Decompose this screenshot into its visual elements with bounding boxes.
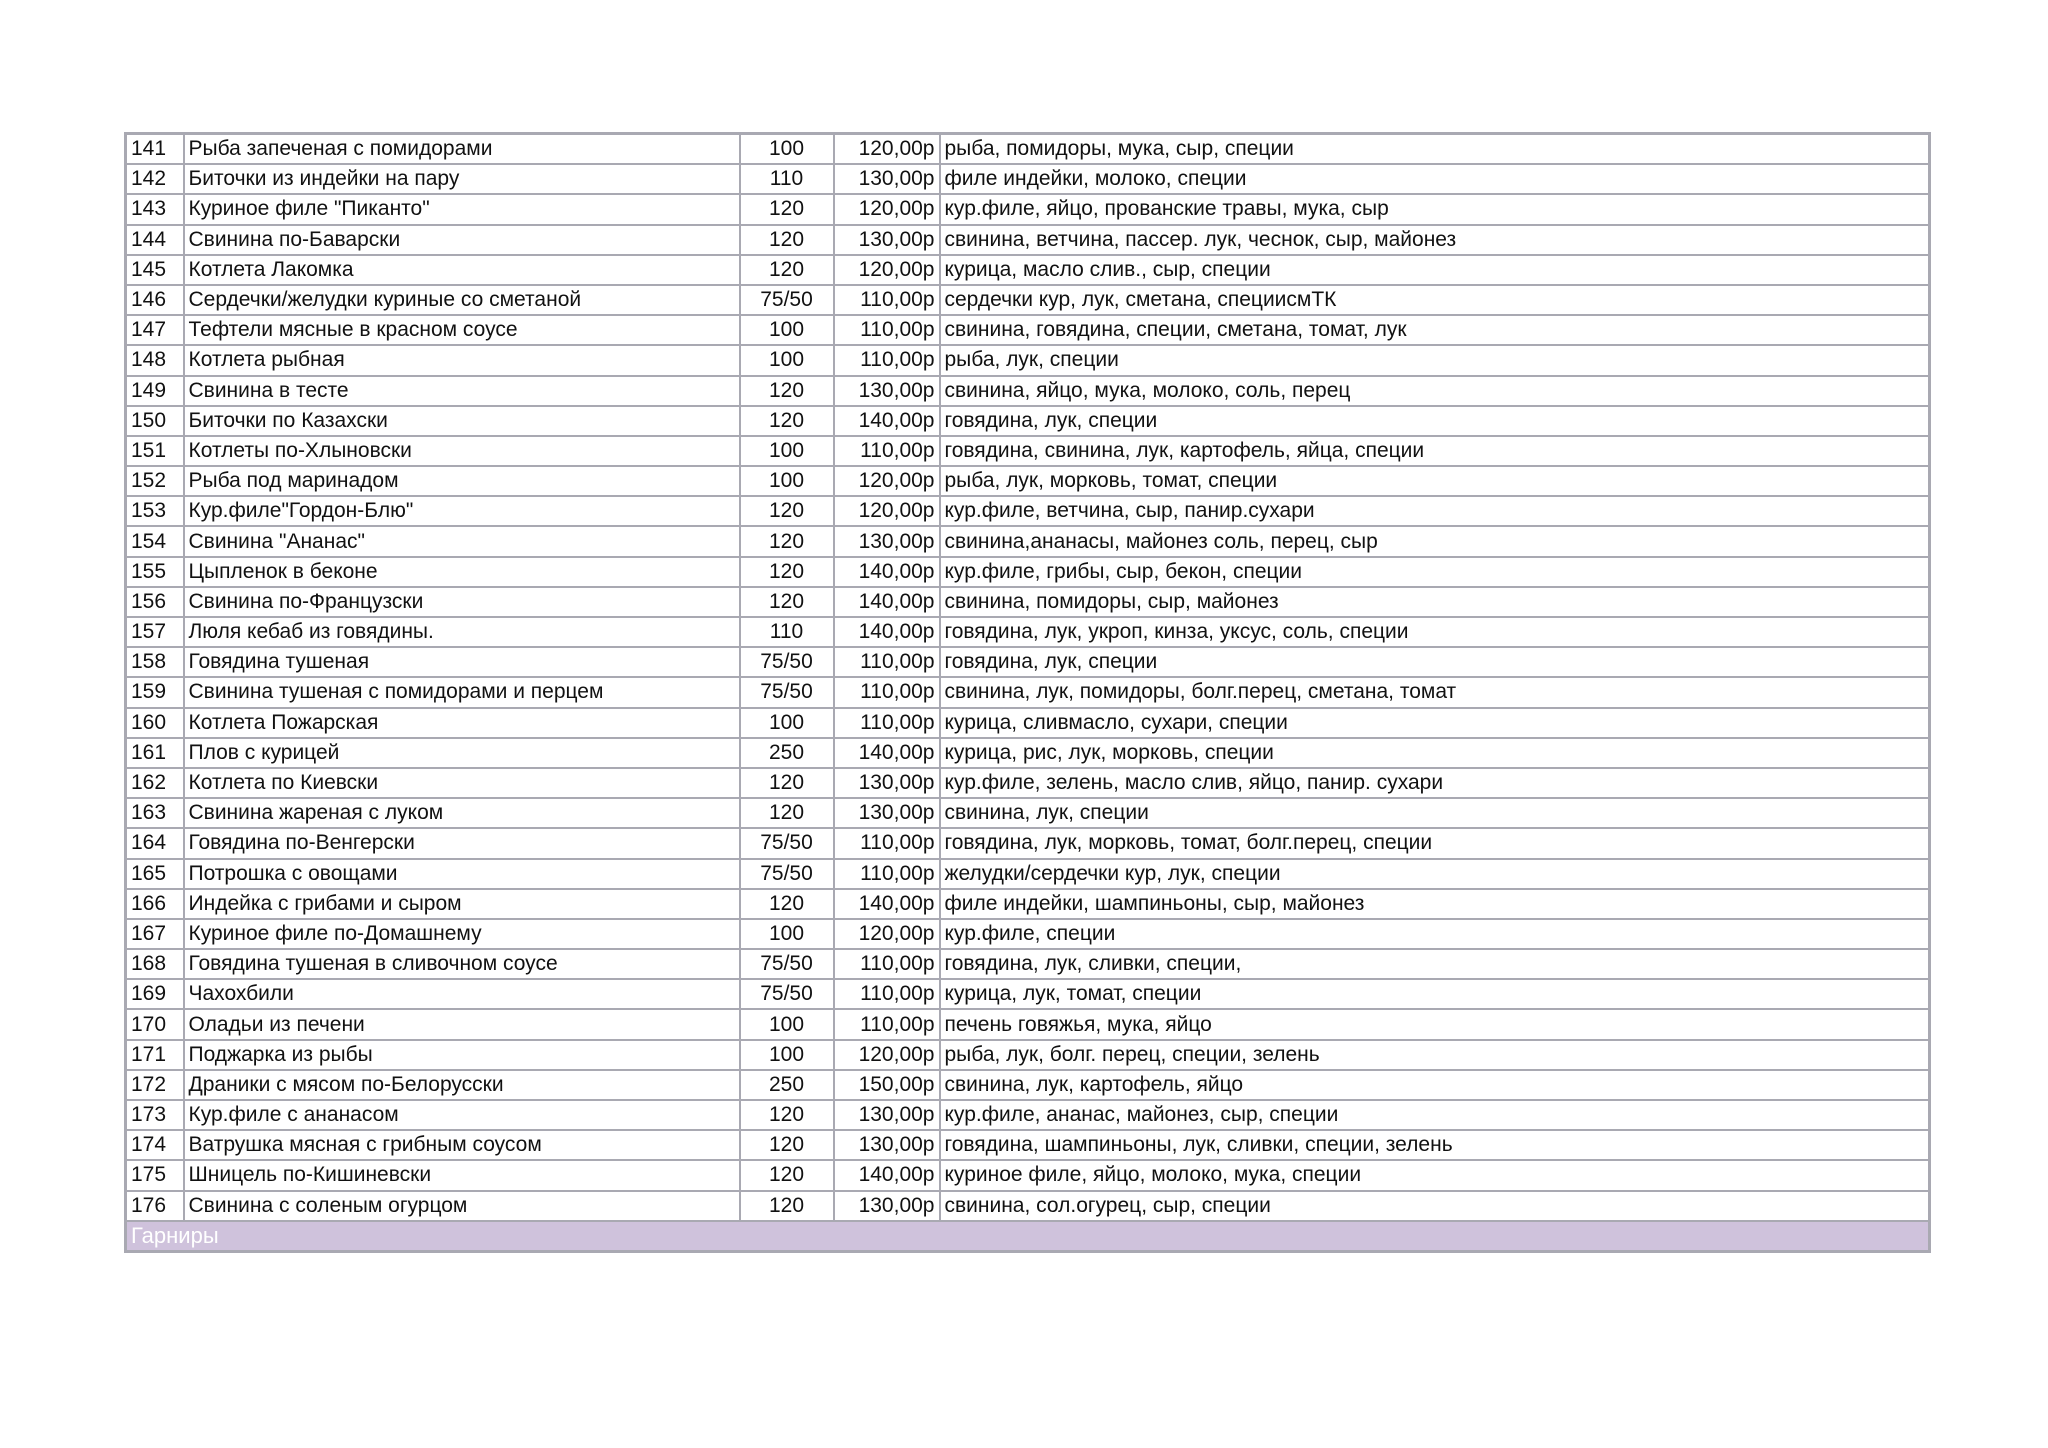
dish-weight: 100 bbox=[740, 315, 834, 345]
dish-weight: 100 bbox=[740, 466, 834, 496]
dish-price: 120,00р bbox=[834, 134, 940, 165]
dish-weight: 120 bbox=[740, 768, 834, 798]
dish-composition: свинина, сол.огурец, сыр, специи bbox=[940, 1191, 1930, 1221]
dish-weight: 120 bbox=[740, 1130, 834, 1160]
item-number: 172 bbox=[126, 1070, 184, 1100]
dish-name: Драники с мясом по-Белорусски bbox=[184, 1070, 740, 1100]
dish-price: 140,00р bbox=[834, 617, 940, 647]
dish-composition: говядина, лук, специи bbox=[940, 647, 1930, 677]
dish-composition: печень говяжья, мука, яйцо bbox=[940, 1009, 1930, 1039]
table-row bbox=[126, 496, 1930, 526]
dish-name: Биточки из индейки на пару bbox=[184, 164, 740, 194]
table-row bbox=[126, 164, 1930, 194]
item-number: 144 bbox=[126, 225, 184, 255]
dish-price: 140,00р bbox=[834, 738, 940, 768]
item-number: 162 bbox=[126, 768, 184, 798]
item-number: 166 bbox=[126, 889, 184, 919]
dish-price: 130,00р bbox=[834, 1100, 940, 1130]
dish-price: 110,00р bbox=[834, 647, 940, 677]
item-number: 157 bbox=[126, 617, 184, 647]
dish-composition: говядина, свинина, лук, картофель, яйца, специи bbox=[940, 436, 1930, 466]
item-number: 160 bbox=[126, 708, 184, 738]
table-row bbox=[126, 1191, 1930, 1221]
dish-weight: 110 bbox=[740, 617, 834, 647]
table-row bbox=[126, 677, 1930, 707]
dish-name: Котлета Лакомка bbox=[184, 255, 740, 285]
dish-weight: 120 bbox=[740, 798, 834, 828]
dish-price: 110,00р bbox=[834, 1009, 940, 1039]
dish-price: 130,00р bbox=[834, 376, 940, 406]
section-header-row bbox=[126, 1221, 1930, 1252]
dish-name: Котлета рыбная bbox=[184, 345, 740, 375]
item-number: 168 bbox=[126, 949, 184, 979]
item-number: 150 bbox=[126, 406, 184, 436]
dish-weight: 120 bbox=[740, 496, 834, 526]
dish-composition: свинина, яйцо, мука, молоко, соль, перец bbox=[940, 376, 1930, 406]
item-number: 155 bbox=[126, 557, 184, 587]
dish-name: Говядина тушеная bbox=[184, 647, 740, 677]
dish-price: 110,00р bbox=[834, 859, 940, 889]
dish-weight: 100 bbox=[740, 436, 834, 466]
dish-weight: 110 bbox=[740, 164, 834, 194]
dish-name: Котлета Пожарская bbox=[184, 708, 740, 738]
dish-composition: свинина,ананасы, майонез соль, перец, сыр bbox=[940, 526, 1930, 556]
dish-weight: 75/50 bbox=[740, 859, 834, 889]
dish-name: Свинина по-Французски bbox=[184, 587, 740, 617]
table-row bbox=[126, 255, 1930, 285]
table-row bbox=[126, 1100, 1930, 1130]
item-number: 176 bbox=[126, 1191, 184, 1221]
table-row bbox=[126, 617, 1930, 647]
table-row bbox=[126, 647, 1930, 677]
dish-name: Кур.филе"Гордон-Блю" bbox=[184, 496, 740, 526]
table-row bbox=[126, 587, 1930, 617]
dish-composition: свинина, говядина, специи, сметана, томат, лук bbox=[940, 315, 1930, 345]
dish-name: Котлета по Киевски bbox=[184, 768, 740, 798]
dish-name: Сердечки/желудки куриные со сметаной bbox=[184, 285, 740, 315]
dish-composition: рыба, лук, специи bbox=[940, 345, 1930, 375]
item-number: 173 bbox=[126, 1100, 184, 1130]
dish-composition: рыба, помидоры, мука, сыр, специи bbox=[940, 134, 1930, 165]
table-row bbox=[126, 979, 1930, 1009]
dish-composition: кур.филе, грибы, сыр, бекон, специи bbox=[940, 557, 1930, 587]
dish-name: Поджарка из рыбы bbox=[184, 1040, 740, 1070]
item-number: 142 bbox=[126, 164, 184, 194]
dish-weight: 120 bbox=[740, 255, 834, 285]
table-row bbox=[126, 134, 1930, 165]
dish-weight: 75/50 bbox=[740, 828, 834, 858]
table-row bbox=[126, 708, 1930, 738]
dish-composition: филе индейки, молоко, специи bbox=[940, 164, 1930, 194]
table-row bbox=[126, 526, 1930, 556]
dish-name: Говядина по-Венгерски bbox=[184, 828, 740, 858]
menu-table bbox=[124, 132, 1931, 1253]
dish-name: Свинина "Ананас" bbox=[184, 526, 740, 556]
item-number: 171 bbox=[126, 1040, 184, 1070]
item-number: 174 bbox=[126, 1130, 184, 1160]
table-row bbox=[126, 919, 1930, 949]
dish-weight: 75/50 bbox=[740, 979, 834, 1009]
item-number: 149 bbox=[126, 376, 184, 406]
dish-composition: кур.филе, специи bbox=[940, 919, 1930, 949]
item-number: 164 bbox=[126, 828, 184, 858]
item-number: 143 bbox=[126, 194, 184, 224]
table-row bbox=[126, 406, 1930, 436]
dish-name: Свинина в тесте bbox=[184, 376, 740, 406]
item-number: 152 bbox=[126, 466, 184, 496]
table-row bbox=[126, 828, 1930, 858]
dish-price: 130,00р bbox=[834, 164, 940, 194]
dish-price: 140,00р bbox=[834, 587, 940, 617]
dish-composition: говядина, лук, укроп, кинза, уксус, соль, специи bbox=[940, 617, 1930, 647]
dish-price: 130,00р bbox=[834, 1130, 940, 1160]
item-number: 156 bbox=[126, 587, 184, 617]
dish-price: 130,00р bbox=[834, 768, 940, 798]
dish-weight: 120 bbox=[740, 194, 834, 224]
dish-price: 130,00р bbox=[834, 798, 940, 828]
item-number: 167 bbox=[126, 919, 184, 949]
dish-weight: 100 bbox=[740, 134, 834, 165]
dish-weight: 120 bbox=[740, 889, 834, 919]
dish-composition: свинина, ветчина, пассер. лук, чеснок, сыр, майонез bbox=[940, 225, 1930, 255]
table-row bbox=[126, 466, 1930, 496]
item-number: 146 bbox=[126, 285, 184, 315]
dish-weight: 120 bbox=[740, 526, 834, 556]
dish-weight: 120 bbox=[740, 406, 834, 436]
dish-composition: кур.филе, ветчина, сыр, панир.сухари bbox=[940, 496, 1930, 526]
dish-composition: желудки/сердечки кур, лук, специи bbox=[940, 859, 1930, 889]
item-number: 163 bbox=[126, 798, 184, 828]
dish-name: Чахохбили bbox=[184, 979, 740, 1009]
dish-composition: свинина, помидоры, сыр, майонез bbox=[940, 587, 1930, 617]
dish-weight: 120 bbox=[740, 587, 834, 617]
dish-name: Говядина тушеная в сливочном соусе bbox=[184, 949, 740, 979]
table-row bbox=[126, 1009, 1930, 1039]
dish-weight: 75/50 bbox=[740, 285, 834, 315]
dish-name: Оладьи из печени bbox=[184, 1009, 740, 1039]
dish-price: 150,00р bbox=[834, 1070, 940, 1100]
dish-weight: 120 bbox=[740, 1160, 834, 1190]
dish-composition: курица, масло слив., сыр, специи bbox=[940, 255, 1930, 285]
item-number: 153 bbox=[126, 496, 184, 526]
dish-composition: кур.филе, зелень, масло слив, яйцо, панир. сухари bbox=[940, 768, 1930, 798]
dish-price: 120,00р bbox=[834, 496, 940, 526]
dish-price: 120,00р bbox=[834, 466, 940, 496]
dish-name: Шницель по-Кишиневски bbox=[184, 1160, 740, 1190]
dish-weight: 75/50 bbox=[740, 949, 834, 979]
dish-name: Рыба под маринадом bbox=[184, 466, 740, 496]
table-row bbox=[126, 798, 1930, 828]
item-number: 141 bbox=[126, 134, 184, 165]
item-number: 170 bbox=[126, 1009, 184, 1039]
dish-name: Люля кебаб из говядины. bbox=[184, 617, 740, 647]
dish-composition: говядина, шампиньоны, лук, сливки, специи, зелень bbox=[940, 1130, 1930, 1160]
table-row bbox=[126, 1040, 1930, 1070]
table-row bbox=[126, 1160, 1930, 1190]
dish-name: Свинина тушеная с помидорами и перцем bbox=[184, 677, 740, 707]
dish-composition: свинина, лук, специи bbox=[940, 798, 1930, 828]
dish-price: 110,00р bbox=[834, 949, 940, 979]
table-row bbox=[126, 225, 1930, 255]
dish-name: Рыба запеченая с помидорами bbox=[184, 134, 740, 165]
table-row bbox=[126, 1130, 1930, 1160]
dish-composition: рыба, лук, болг. перец, специи, зелень bbox=[940, 1040, 1930, 1070]
dish-price: 110,00р bbox=[834, 677, 940, 707]
dish-name: Кур.филе с ананасом bbox=[184, 1100, 740, 1130]
dish-composition: говядина, лук, специи bbox=[940, 406, 1930, 436]
item-number: 158 bbox=[126, 647, 184, 677]
dish-composition: куриное филе, яйцо, молоко, мука, специи bbox=[940, 1160, 1930, 1190]
dish-price: 120,00р bbox=[834, 919, 940, 949]
dish-price: 110,00р bbox=[834, 828, 940, 858]
dish-price: 110,00р bbox=[834, 708, 940, 738]
item-number: 159 bbox=[126, 677, 184, 707]
table-row bbox=[126, 557, 1930, 587]
dish-composition: говядина, лук, сливки, специи, bbox=[940, 949, 1930, 979]
dish-name: Куриное филе по-Домашнему bbox=[184, 919, 740, 949]
dish-composition: курица, сливмасло, сухари, специи bbox=[940, 708, 1930, 738]
dish-weight: 100 bbox=[740, 919, 834, 949]
dish-price: 110,00р bbox=[834, 436, 940, 466]
dish-composition: свинина, лук, помидоры, болг.перец, сметана, томат bbox=[940, 677, 1930, 707]
dish-price: 140,00р bbox=[834, 889, 940, 919]
dish-price: 110,00р bbox=[834, 345, 940, 375]
table-row bbox=[126, 1070, 1930, 1100]
menu-sheet bbox=[124, 132, 1928, 1253]
item-number: 145 bbox=[126, 255, 184, 285]
dish-price: 140,00р bbox=[834, 557, 940, 587]
dish-name: Цыпленок в беконе bbox=[184, 557, 740, 587]
dish-composition: курица, лук, томат, специи bbox=[940, 979, 1930, 1009]
dish-weight: 100 bbox=[740, 1040, 834, 1070]
item-number: 175 bbox=[126, 1160, 184, 1190]
menu-table-body bbox=[126, 134, 1930, 1221]
table-row bbox=[126, 738, 1930, 768]
dish-weight: 120 bbox=[740, 376, 834, 406]
section-title: Гарниры bbox=[126, 1221, 1930, 1252]
dish-weight: 120 bbox=[740, 1100, 834, 1130]
dish-price: 120,00р bbox=[834, 255, 940, 285]
item-number: 165 bbox=[126, 859, 184, 889]
dish-name: Куриное филе "Пиканто" bbox=[184, 194, 740, 224]
dish-price: 110,00р bbox=[834, 979, 940, 1009]
dish-name: Свинина с соленым огурцом bbox=[184, 1191, 740, 1221]
dish-name: Индейка с грибами и сыром bbox=[184, 889, 740, 919]
table-row bbox=[126, 949, 1930, 979]
table-row bbox=[126, 768, 1930, 798]
dish-composition: говядина, лук, морковь, томат, болг.перец, специи bbox=[940, 828, 1930, 858]
table-row bbox=[126, 345, 1930, 375]
table-row bbox=[126, 436, 1930, 466]
dish-composition: курица, рис, лук, морковь, специи bbox=[940, 738, 1930, 768]
dish-weight: 75/50 bbox=[740, 647, 834, 677]
item-number: 169 bbox=[126, 979, 184, 1009]
dish-name: Биточки по Казахски bbox=[184, 406, 740, 436]
table-row bbox=[126, 315, 1930, 345]
table-row bbox=[126, 376, 1930, 406]
dish-weight: 120 bbox=[740, 1191, 834, 1221]
dish-weight: 250 bbox=[740, 1070, 834, 1100]
dish-name: Котлеты по-Хлыновски bbox=[184, 436, 740, 466]
dish-weight: 75/50 bbox=[740, 677, 834, 707]
dish-weight: 100 bbox=[740, 1009, 834, 1039]
dish-name: Свинина по-Баварски bbox=[184, 225, 740, 255]
dish-weight: 100 bbox=[740, 708, 834, 738]
dish-price: 130,00р bbox=[834, 526, 940, 556]
dish-name: Тефтели мясные в красном соусе bbox=[184, 315, 740, 345]
dish-name: Ватрушка мясная с грибным соусом bbox=[184, 1130, 740, 1160]
dish-composition: кур.филе, яйцо, прованские травы, мука, сыр bbox=[940, 194, 1930, 224]
item-number: 154 bbox=[126, 526, 184, 556]
table-row bbox=[126, 285, 1930, 315]
dish-composition: филе индейки, шампиньоны, сыр, майонез bbox=[940, 889, 1930, 919]
item-number: 161 bbox=[126, 738, 184, 768]
table-row bbox=[126, 194, 1930, 224]
item-number: 147 bbox=[126, 315, 184, 345]
dish-composition: свинина, лук, картофель, яйцо bbox=[940, 1070, 1930, 1100]
dish-name: Потрошка с овощами bbox=[184, 859, 740, 889]
dish-price: 130,00р bbox=[834, 1191, 940, 1221]
dish-weight: 120 bbox=[740, 225, 834, 255]
dish-composition: рыба, лук, морковь, томат, специи bbox=[940, 466, 1930, 496]
dish-name: Плов с курицей bbox=[184, 738, 740, 768]
dish-price: 110,00р bbox=[834, 315, 940, 345]
dish-price: 140,00р bbox=[834, 1160, 940, 1190]
dish-weight: 100 bbox=[740, 345, 834, 375]
dish-composition: кур.филе, ананас, майонез, сыр, специи bbox=[940, 1100, 1930, 1130]
table-row bbox=[126, 889, 1930, 919]
dish-weight: 250 bbox=[740, 738, 834, 768]
dish-price: 110,00р bbox=[834, 285, 940, 315]
table-row bbox=[126, 859, 1930, 889]
item-number: 148 bbox=[126, 345, 184, 375]
dish-weight: 120 bbox=[740, 557, 834, 587]
dish-price: 120,00р bbox=[834, 194, 940, 224]
dish-composition: сердечки кур, лук, сметана, специисмТК bbox=[940, 285, 1930, 315]
dish-price: 130,00р bbox=[834, 225, 940, 255]
dish-price: 120,00р bbox=[834, 1040, 940, 1070]
dish-name: Свинина жареная с луком bbox=[184, 798, 740, 828]
dish-price: 140,00р bbox=[834, 406, 940, 436]
item-number: 151 bbox=[126, 436, 184, 466]
